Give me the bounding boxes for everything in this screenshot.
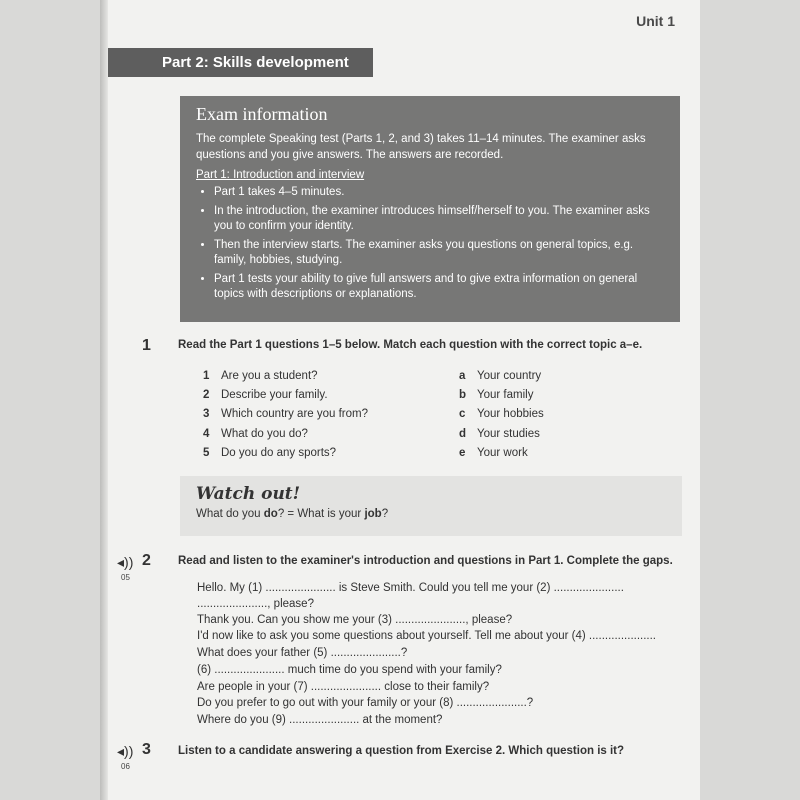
exam-info-intro: The complete Speaking test (Parts 1, 2, and 3) takes 11–14 minutes. The examiner asks questions and you give answers. The answers are recorded. bbox=[196, 133, 646, 161]
gap-fill-line: Thank you. Can you show me your (3) ......................, please? bbox=[197, 614, 513, 626]
topic-letter: a bbox=[459, 370, 466, 382]
gap-fill-line: Where do you (9) ...................... at the moment? bbox=[197, 714, 443, 726]
exam-information-box bbox=[180, 96, 680, 322]
audio-track-number: 05 bbox=[121, 573, 130, 582]
topic-letter: e bbox=[459, 447, 466, 459]
question-number: 5 bbox=[203, 447, 210, 459]
topic-text: Your family bbox=[477, 389, 534, 401]
exercise-1-number: 1 bbox=[142, 337, 151, 354]
question-item bbox=[203, 428, 308, 440]
audio-icon[interactable]: ◂)) bbox=[117, 743, 134, 759]
topic-item bbox=[459, 370, 541, 382]
page-gutter bbox=[100, 0, 108, 800]
gap-fill-line: I'd now like to ask you some questions about yourself. Tell me about your (4) ..................... bbox=[197, 630, 657, 642]
exercise-2-number: 2 bbox=[142, 552, 151, 569]
exercise-1-instruction: Read the Part 1 questions 1–5 below. Match each question with the correct topic a–e. bbox=[178, 339, 643, 351]
topic-text: Your country bbox=[477, 370, 542, 382]
question-number: 2 bbox=[203, 389, 210, 401]
gap-fill-line: ......................, please? bbox=[197, 598, 314, 610]
question-item bbox=[203, 408, 368, 420]
question-number: 1 bbox=[203, 370, 210, 382]
question-number: 3 bbox=[203, 408, 210, 420]
watch-out-title: Watch out! bbox=[196, 484, 301, 504]
exercise-2-instruction: Read and listen to the examiner's introduction and questions in Part 1. Complete the gaps. bbox=[178, 555, 673, 567]
exam-info-bullet: • Part 1 takes 4–5 minutes. bbox=[214, 185, 664, 200]
exam-info-bullet: • In the introduction, the examiner introduces himself/herself to you. The examiner asks you to confirm your identity. bbox=[214, 204, 664, 234]
question-text: Describe your family. bbox=[221, 389, 328, 401]
topic-item bbox=[459, 447, 528, 459]
topic-item bbox=[459, 408, 544, 420]
exam-info-title: Exam information bbox=[196, 104, 328, 124]
topic-text: Your studies bbox=[477, 428, 540, 440]
audio-track-number: 06 bbox=[121, 762, 130, 771]
watch-out-text-part: ? = What is your bbox=[277, 508, 365, 520]
gap-fill-line: (6) ...................... much time do you spend with your family? bbox=[197, 664, 502, 676]
watch-out-box bbox=[180, 476, 682, 536]
watch-out-text-part: What do you bbox=[196, 508, 264, 520]
exam-info-bullet: • Then the interview starts. The examiner asks you questions on general topics, e.g. family, hobbies, studying. bbox=[214, 238, 664, 268]
question-item bbox=[203, 370, 318, 382]
question-item bbox=[203, 447, 336, 459]
topic-item bbox=[459, 389, 533, 401]
question-item bbox=[203, 389, 328, 401]
topic-item bbox=[459, 428, 540, 440]
question-number: 4 bbox=[203, 428, 210, 440]
topic-letter: d bbox=[459, 428, 467, 440]
question-text: Do you do any sports? bbox=[221, 447, 337, 459]
question-text: What do you do? bbox=[221, 428, 308, 440]
watch-out-keyword: job bbox=[364, 508, 382, 520]
topic-letter: c bbox=[459, 408, 466, 420]
exam-info-subheading: Part 1: Introduction and interview bbox=[196, 169, 365, 181]
question-text: Are you a student? bbox=[221, 370, 318, 382]
watch-out-text-part: ? bbox=[381, 508, 389, 520]
topic-text: Your work bbox=[477, 447, 528, 459]
exercise-3-number: 3 bbox=[142, 741, 151, 758]
topic-letter: b bbox=[459, 389, 467, 401]
gap-fill-line: What does your father (5) ......................? bbox=[197, 647, 408, 659]
exam-info-bullets bbox=[196, 185, 664, 302]
gap-fill-line: Do you prefer to go out with your family or your (8) ......................? bbox=[197, 697, 534, 709]
topic-text: Your hobbies bbox=[477, 408, 544, 420]
part-banner: Part 2: Skills development bbox=[108, 48, 373, 77]
gap-fill-line: Hello. My (1) ...................... is Steve Smith. Could you tell me your (2) ...................... bbox=[197, 582, 624, 594]
audio-icon[interactable]: ◂)) bbox=[117, 554, 134, 570]
watch-out-keyword: do bbox=[263, 508, 278, 520]
watch-out-text bbox=[196, 508, 666, 520]
exam-info-bullet: • Part 1 tests your ability to give full answers and to give extra information on general topics with descriptions or explanations. bbox=[214, 272, 664, 302]
unit-label: Unit 1 bbox=[636, 13, 675, 29]
exercise-3-instruction: Listen to a candidate answering a question from Exercise 2. Which question is it? bbox=[178, 745, 625, 757]
gap-fill-line: Are people in your (7) ...................... close to their family? bbox=[197, 681, 490, 693]
question-text: Which country are you from? bbox=[221, 408, 369, 420]
